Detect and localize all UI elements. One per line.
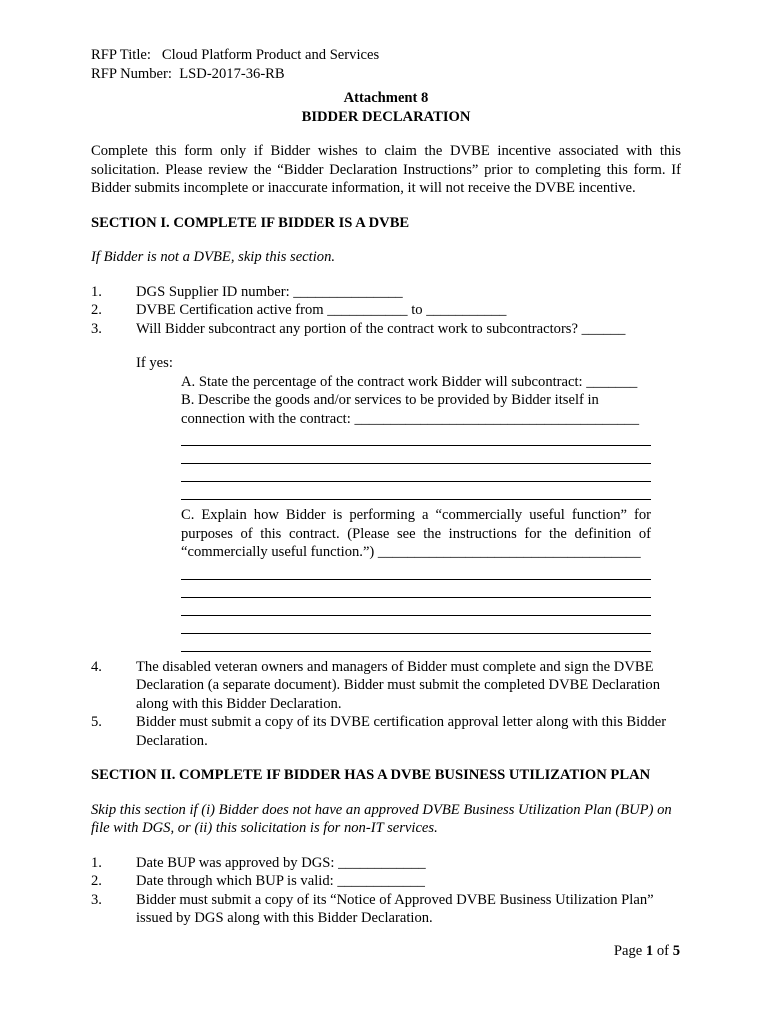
sub-item-c-lines[interactable] [181, 562, 651, 652]
fill-line[interactable] [181, 446, 651, 464]
section1-heading: SECTION I. COMPLETE IF BIDDER IS A DVBE [91, 214, 410, 231]
item-number: 3. [91, 320, 102, 337]
fill-line[interactable] [181, 482, 651, 500]
document-page [91, 46, 681, 928]
item-text: The disabled veteran owners and managers of Bidder must complete and sign the DVBE Declaration (a separate document). Bidder must submit the completed DVBE Declaration along with this Bidder Declaration. [136, 658, 660, 712]
section1-item-3 [91, 320, 681, 339]
intro-paragraph: Complete this form only if Bidder wishes to claim the DVBE incentive associated with this solicitation. Please review the “Bidder Declaration Instructions” prior to completing this form. If Bidder submits incomplete or inaccurate information, it will not receive the DVBE incentive. [91, 143, 681, 196]
item-text: Bidder must submit a copy of its “Notice of Approved DVBE Business Utilization Plan” issued by DGS along with this Bidder Declaration. [136, 891, 654, 926]
section2-skip-note: Skip this section if (i) Bidder does not have an approved DVBE Business Utilization Plan (BUP) on file with DGS, or (ii) this solicitation is for non-IT services. [91, 801, 672, 836]
section2-item-1 [91, 854, 681, 873]
document-title: BIDDER DECLARATION [301, 108, 471, 125]
rfp-number-value: LSD-2017-36-RB [179, 65, 285, 82]
item-text: Bidder must submit a copy of its DVBE certification approval letter along with this Bidder Declaration. [136, 714, 667, 749]
sub-item-b[interactable]: B. Describe the goods and/or services to be provided by Bidder itself in connection with the contract: _______________________________________ [181, 392, 640, 427]
page-current: 1 [645, 943, 654, 959]
section1-item-1 [91, 283, 681, 302]
fill-line[interactable] [181, 616, 651, 634]
page-label: Page [613, 943, 643, 959]
rfp-title-label: RFP Title: [91, 47, 151, 63]
subcontract-field[interactable]: Will Bidder subcontract any portion of the contract work to subcontractors? ______ [136, 320, 626, 337]
sub-item-a[interactable]: A. State the percentage of the contract work Bidder will subcontract: _______ [181, 373, 638, 390]
fill-line[interactable] [181, 562, 651, 580]
item-number: 2. [91, 873, 102, 889]
item-number: 4. [91, 658, 102, 675]
bup-approved-date-field[interactable]: Date BUP was approved by DGS: ____________ [136, 854, 426, 871]
section1-item-5 [91, 713, 681, 750]
section1-item-4 [91, 658, 681, 714]
section2-item-3 [91, 891, 681, 928]
rfp-number-line [91, 65, 681, 84]
item-number: 1. [91, 283, 102, 300]
item-number: 2. [91, 302, 102, 318]
page-number [614, 943, 680, 960]
section1-item-2 [91, 301, 681, 320]
sub-item-b-lines[interactable] [181, 428, 651, 500]
fill-line[interactable] [181, 428, 651, 446]
attachment-label: Attachment 8 [343, 90, 429, 106]
item-number: 1. [91, 854, 102, 871]
rfp-title-line [91, 46, 681, 65]
fill-line[interactable] [181, 598, 651, 616]
supplier-id-field[interactable]: DGS Supplier ID number: _______________ [136, 283, 403, 300]
section2-item-2 [91, 872, 681, 891]
fill-line[interactable] [181, 580, 651, 598]
rfp-number-label: RFP Number: [91, 65, 172, 82]
fill-line[interactable] [181, 464, 651, 482]
item-number: 3. [91, 891, 102, 908]
section2-heading: SECTION II. COMPLETE IF BIDDER HAS A DVBE BUSINESS UTILIZATION PLAN [91, 767, 651, 783]
fill-line[interactable] [181, 634, 651, 652]
bup-valid-date-field[interactable]: Date through which BUP is valid: ____________ [136, 873, 425, 889]
section1-skip-note: If Bidder is not a DVBE, skip this section. [91, 249, 336, 265]
rfp-title-value: Cloud Platform Product and Services [161, 47, 380, 63]
page-of: of [656, 943, 670, 959]
certification-dates-field[interactable]: DVBE Certification active from ___________ to ___________ [136, 302, 507, 318]
if-yes-label: If yes: [136, 355, 173, 371]
item-number: 5. [91, 714, 102, 730]
page-total: 5 [672, 943, 680, 959]
sub-item-c[interactable]: C. Explain how Bidder is performing a “commercially useful function” for purposes of this contract. (Please see the instructions for the definition of “commercially useful function.”) ____________________________________ [181, 507, 651, 560]
